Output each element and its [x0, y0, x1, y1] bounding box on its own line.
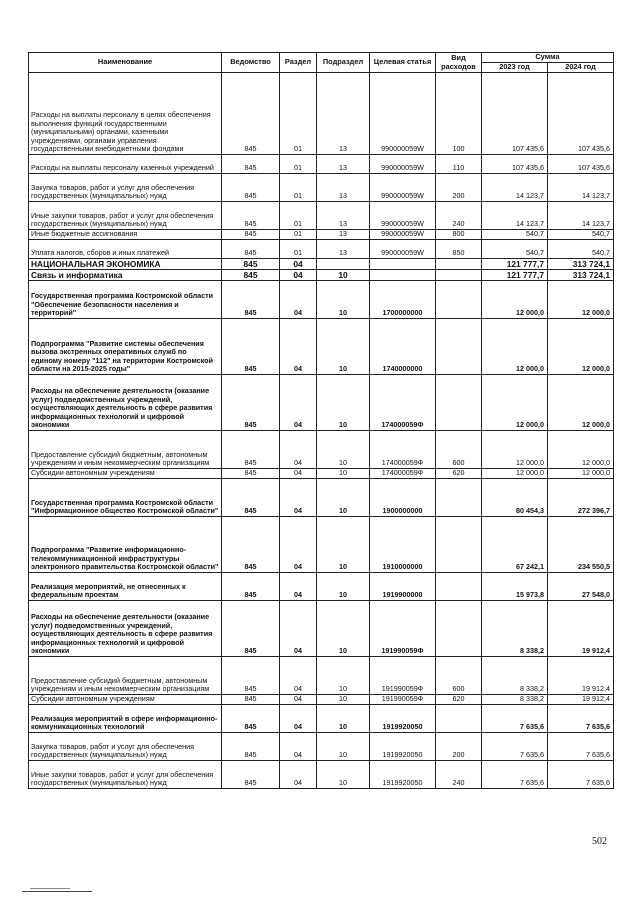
- row-section-cell: 04: [280, 281, 317, 319]
- row-subsection-cell: 10: [317, 319, 370, 375]
- row-name-cell: Закупка товаров, работ и услуг для обеспечения государственных (муниципальных) нужд: [29, 174, 222, 202]
- row-sum-2023-cell: 14 123,7: [482, 174, 548, 202]
- row-sum-2023-cell: 107 435,6: [482, 155, 548, 174]
- row-target-cell: 1700000000: [370, 281, 436, 319]
- footer-mark: [30, 888, 70, 889]
- table-row: [29, 240, 614, 259]
- row-section-cell: 01: [280, 202, 317, 230]
- row-dept-cell: 845: [222, 281, 280, 319]
- row-section-cell: 04: [280, 705, 317, 733]
- row-name-cell: Иные закупки товаров, работ и услуг для обеспечения государственных (муниципальных) нужд: [29, 761, 222, 789]
- row-sum-2023-cell: 12 000,0: [482, 469, 548, 479]
- row-dept-cell: 845: [222, 202, 280, 230]
- table-row: [29, 259, 614, 270]
- header-subsection: Подраздел: [317, 53, 370, 73]
- budget-table: [28, 52, 614, 789]
- row-subsection-cell: 13: [317, 155, 370, 174]
- row-sum-2024-cell: 234 550,5: [548, 517, 614, 573]
- row-section-cell: 04: [280, 573, 317, 601]
- row-name-cell: Расходы на обеспечение деятельности (оказание услуг) подведомственных учреждений, осуществляющих деятельность в сфере развития информационных технологий и цифровой экономики: [29, 601, 222, 657]
- row-subsection-cell: 10: [317, 517, 370, 573]
- row-section-cell: 04: [280, 270, 317, 281]
- row-section-cell: 04: [280, 517, 317, 573]
- row-target-cell: [370, 270, 436, 281]
- row-subsection-cell: 10: [317, 375, 370, 431]
- row-target-cell: 990000059W: [370, 230, 436, 240]
- row-sum-2023-cell: 12 000,0: [482, 375, 548, 431]
- row-section-cell: 04: [280, 479, 317, 517]
- row-target-cell: 1740000000: [370, 319, 436, 375]
- table-row: [29, 155, 614, 174]
- row-dept-cell: 845: [222, 259, 280, 270]
- row-section-cell: 01: [280, 240, 317, 259]
- row-sum-2024-cell: 313 724,1: [548, 270, 614, 281]
- row-dept-cell: 845: [222, 174, 280, 202]
- row-sum-2023-cell: 8 338,2: [482, 695, 548, 705]
- header-sum: Сумма: [482, 53, 614, 63]
- row-kind-cell: [436, 319, 482, 375]
- row-dept-cell: 845: [222, 230, 280, 240]
- row-target-cell: 1919900000: [370, 573, 436, 601]
- row-section-cell: 04: [280, 375, 317, 431]
- row-subsection-cell: 10: [317, 281, 370, 319]
- table-row: [29, 733, 614, 761]
- row-target-cell: 174000059Ф: [370, 469, 436, 479]
- row-kind-cell: 620: [436, 469, 482, 479]
- row-subsection-cell: 10: [317, 469, 370, 479]
- header-name: Наименование: [29, 53, 222, 73]
- row-sum-2024-cell: 272 396,7: [548, 479, 614, 517]
- row-section-cell: 04: [280, 657, 317, 695]
- row-dept-cell: 845: [222, 270, 280, 281]
- row-subsection-cell: 10: [317, 479, 370, 517]
- row-kind-cell: 850: [436, 240, 482, 259]
- row-kind-cell: [436, 270, 482, 281]
- table-body: [29, 73, 614, 789]
- row-dept-cell: 845: [222, 657, 280, 695]
- row-dept-cell: 845: [222, 517, 280, 573]
- row-kind-cell: [436, 259, 482, 270]
- table-row: [29, 375, 614, 431]
- row-sum-2024-cell: 7 635,6: [548, 733, 614, 761]
- row-sum-2023-cell: 7 635,6: [482, 733, 548, 761]
- row-name-cell: Расходы на обеспечение деятельности (оказание услуг) подведомственных учреждений, осуществляющих деятельность в сфере развития информационных технологий и цифровой экономики: [29, 375, 222, 431]
- row-sum-2024-cell: 14 123,7: [548, 202, 614, 230]
- row-kind-cell: [436, 479, 482, 517]
- row-sum-2023-cell: 14 123,7: [482, 202, 548, 230]
- row-sum-2023-cell: 121 777,7: [482, 270, 548, 281]
- row-target-cell: [370, 259, 436, 270]
- row-sum-2024-cell: 19 912,4: [548, 695, 614, 705]
- row-name-cell: Предоставление субсидий бюджетным, автономным учреждениям и иным некоммерческим организациям: [29, 657, 222, 695]
- row-sum-2024-cell: 313 724,1: [548, 259, 614, 270]
- row-name-cell: НАЦИОНАЛЬНАЯ ЭКОНОМИКА: [29, 259, 222, 270]
- row-subsection-cell: 10: [317, 761, 370, 789]
- row-kind-cell: 800: [436, 230, 482, 240]
- row-sum-2024-cell: 14 123,7: [548, 174, 614, 202]
- table-row: [29, 601, 614, 657]
- row-section-cell: 04: [280, 259, 317, 270]
- row-sum-2023-cell: 7 635,6: [482, 761, 548, 789]
- table-row: [29, 657, 614, 695]
- row-subsection-cell: 13: [317, 202, 370, 230]
- row-sum-2023-cell: 8 338,2: [482, 601, 548, 657]
- row-name-cell: Реализация мероприятий в сфере информационно-коммуникационных технологий: [29, 705, 222, 733]
- row-section-cell: 01: [280, 230, 317, 240]
- row-sum-2024-cell: 107 435,6: [548, 73, 614, 155]
- table-row: [29, 705, 614, 733]
- row-dept-cell: 845: [222, 319, 280, 375]
- header-section: Раздел: [280, 53, 317, 73]
- row-target-cell: 174000059Ф: [370, 375, 436, 431]
- page-number: 502: [592, 836, 607, 847]
- row-sum-2023-cell: 7 635,6: [482, 705, 548, 733]
- row-name-cell: Субсидии автономным учреждениям: [29, 695, 222, 705]
- table-row: [29, 695, 614, 705]
- row-name-cell: Подпрограмма "Развитие информационно-телекоммуникационной инфраструктуры электронного правительства Костромской области": [29, 517, 222, 573]
- table-row: [29, 761, 614, 789]
- row-subsection-cell: 10: [317, 705, 370, 733]
- row-kind-cell: [436, 601, 482, 657]
- row-sum-2023-cell: 8 338,2: [482, 657, 548, 695]
- row-name-cell: Подпрограмма "Развитие системы обеспечения вызова экстренных оперативных служб по единому номеру "112" на территории Костромской области на 2015-2025 годы": [29, 319, 222, 375]
- row-sum-2024-cell: 12 000,0: [548, 469, 614, 479]
- table-row: [29, 431, 614, 469]
- row-sum-2024-cell: 19 912,4: [548, 601, 614, 657]
- row-name-cell: Расходы на выплаты персоналу в целях обеспечения выполнения функций государственными (муниципальными) органами, казенными учреждениями, органами управления государственными внебюджетными фондами: [29, 73, 222, 155]
- row-dept-cell: 845: [222, 155, 280, 174]
- row-subsection-cell: 13: [317, 174, 370, 202]
- row-sum-2024-cell: 12 000,0: [548, 375, 614, 431]
- row-dept-cell: 845: [222, 240, 280, 259]
- row-subsection-cell: 10: [317, 601, 370, 657]
- row-sum-2023-cell: 67 242,1: [482, 517, 548, 573]
- row-sum-2023-cell: 540,7: [482, 240, 548, 259]
- row-sum-2023-cell: 540,7: [482, 230, 548, 240]
- row-section-cell: 01: [280, 73, 317, 155]
- table-row: [29, 174, 614, 202]
- row-target-cell: 191990059Ф: [370, 657, 436, 695]
- row-target-cell: 1919920050: [370, 761, 436, 789]
- row-name-cell: Расходы на выплаты персоналу казенных учреждений: [29, 155, 222, 174]
- row-name-cell: Связь и информатика: [29, 270, 222, 281]
- row-dept-cell: 845: [222, 573, 280, 601]
- table-row: [29, 230, 614, 240]
- row-kind-cell: [436, 705, 482, 733]
- row-dept-cell: 845: [222, 375, 280, 431]
- row-section-cell: 04: [280, 601, 317, 657]
- row-dept-cell: 845: [222, 431, 280, 469]
- row-target-cell: 1910000000: [370, 517, 436, 573]
- table-row: [29, 479, 614, 517]
- row-section-cell: 04: [280, 695, 317, 705]
- row-kind-cell: 200: [436, 174, 482, 202]
- row-subsection-cell: 10: [317, 733, 370, 761]
- table-row: [29, 73, 614, 155]
- row-kind-cell: [436, 573, 482, 601]
- budget-document-page: [28, 52, 613, 789]
- row-subsection-cell: 10: [317, 270, 370, 281]
- row-kind-cell: 110: [436, 155, 482, 174]
- row-subsection-cell: 10: [317, 657, 370, 695]
- row-name-cell: Реализация мероприятий, не отнесенных к федеральным проектам: [29, 573, 222, 601]
- row-target-cell: 1919920050: [370, 705, 436, 733]
- row-sum-2023-cell: 80 454,3: [482, 479, 548, 517]
- row-name-cell: Иные бюджетные ассигнования: [29, 230, 222, 240]
- row-sum-2024-cell: 7 635,6: [548, 761, 614, 789]
- row-sum-2023-cell: 12 000,0: [482, 431, 548, 469]
- footer-line: [22, 891, 92, 892]
- row-kind-cell: 240: [436, 761, 482, 789]
- row-dept-cell: 845: [222, 479, 280, 517]
- row-kind-cell: [436, 517, 482, 573]
- row-kind-cell: [436, 281, 482, 319]
- row-subsection-cell: [317, 259, 370, 270]
- row-dept-cell: 845: [222, 733, 280, 761]
- row-section-cell: 01: [280, 174, 317, 202]
- row-kind-cell: 600: [436, 657, 482, 695]
- row-name-cell: Государственная программа Костромской области "Обеспечение безопасности населения и территорий": [29, 281, 222, 319]
- table-row: [29, 319, 614, 375]
- header-target: Целевая статья: [370, 53, 436, 73]
- row-sum-2024-cell: 540,7: [548, 230, 614, 240]
- row-kind-cell: 620: [436, 695, 482, 705]
- table-row: [29, 281, 614, 319]
- row-dept-cell: 845: [222, 469, 280, 479]
- row-name-cell: Закупка товаров, работ и услуг для обеспечения государственных (муниципальных) нужд: [29, 733, 222, 761]
- row-section-cell: 01: [280, 155, 317, 174]
- row-subsection-cell: 10: [317, 695, 370, 705]
- table-row: [29, 202, 614, 230]
- row-name-cell: Иные закупки товаров, работ и услуг для обеспечения государственных (муниципальных) нужд: [29, 202, 222, 230]
- row-subsection-cell: 13: [317, 230, 370, 240]
- row-section-cell: 04: [280, 761, 317, 789]
- row-sum-2023-cell: 15 973,8: [482, 573, 548, 601]
- row-name-cell: Государственная программа Костромской области "Информационное общество Костромской области": [29, 479, 222, 517]
- row-target-cell: 990000059W: [370, 73, 436, 155]
- row-target-cell: 990000059W: [370, 202, 436, 230]
- row-sum-2024-cell: 12 000,0: [548, 431, 614, 469]
- row-name-cell: Субсидии автономным учреждениям: [29, 469, 222, 479]
- row-sum-2024-cell: 540,7: [548, 240, 614, 259]
- header-year-2023: 2023 год: [482, 63, 548, 73]
- row-sum-2024-cell: 12 000,0: [548, 319, 614, 375]
- row-target-cell: 174000059Ф: [370, 431, 436, 469]
- table-row: [29, 270, 614, 281]
- row-target-cell: 990000059W: [370, 240, 436, 259]
- header-year-2024: 2024 год: [548, 63, 614, 73]
- row-sum-2024-cell: 12 000,0: [548, 281, 614, 319]
- row-subsection-cell: 13: [317, 73, 370, 155]
- row-kind-cell: 100: [436, 73, 482, 155]
- row-section-cell: 04: [280, 431, 317, 469]
- row-dept-cell: 845: [222, 695, 280, 705]
- row-section-cell: 04: [280, 733, 317, 761]
- row-kind-cell: 200: [436, 733, 482, 761]
- row-target-cell: 990000059W: [370, 155, 436, 174]
- row-dept-cell: 845: [222, 601, 280, 657]
- row-sum-2023-cell: 107 435,6: [482, 73, 548, 155]
- table-row: [29, 469, 614, 479]
- row-target-cell: 1919920050: [370, 733, 436, 761]
- row-kind-cell: 240: [436, 202, 482, 230]
- row-subsection-cell: 10: [317, 431, 370, 469]
- row-kind-cell: [436, 375, 482, 431]
- row-kind-cell: 600: [436, 431, 482, 469]
- row-name-cell: Предоставление субсидий бюджетным, автономным учреждениям и иным некоммерческим организациям: [29, 431, 222, 469]
- row-target-cell: 191990059Ф: [370, 601, 436, 657]
- row-sum-2023-cell: 121 777,7: [482, 259, 548, 270]
- row-target-cell: 191990059Ф: [370, 695, 436, 705]
- table-row: [29, 573, 614, 601]
- row-sum-2024-cell: 27 548,0: [548, 573, 614, 601]
- row-target-cell: 990000059W: [370, 174, 436, 202]
- row-dept-cell: 845: [222, 705, 280, 733]
- table-row: [29, 517, 614, 573]
- row-dept-cell: 845: [222, 73, 280, 155]
- row-section-cell: 04: [280, 469, 317, 479]
- row-subsection-cell: 13: [317, 240, 370, 259]
- row-target-cell: 1900000000: [370, 479, 436, 517]
- header-dept: Ведомство: [222, 53, 280, 73]
- row-sum-2023-cell: 12 000,0: [482, 281, 548, 319]
- row-subsection-cell: 10: [317, 573, 370, 601]
- row-dept-cell: 845: [222, 761, 280, 789]
- row-section-cell: 04: [280, 319, 317, 375]
- row-name-cell: Уплата налогов, сборов и иных платежей: [29, 240, 222, 259]
- row-sum-2023-cell: 12 000,0: [482, 319, 548, 375]
- row-sum-2024-cell: 19 912,4: [548, 657, 614, 695]
- header-kind: Вид расходов: [436, 53, 482, 73]
- row-sum-2024-cell: 7 635,6: [548, 705, 614, 733]
- row-sum-2024-cell: 107 435,6: [548, 155, 614, 174]
